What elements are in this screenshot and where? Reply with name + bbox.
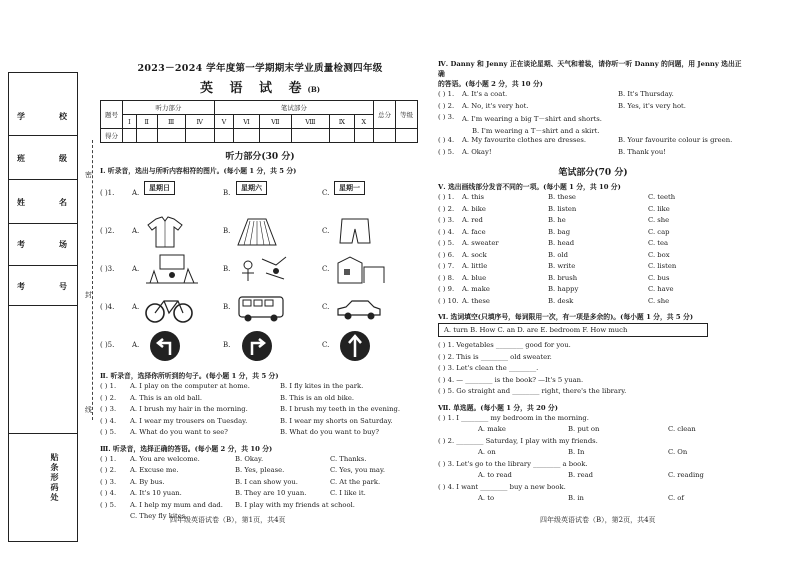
- q6-item: ( ) 4. — ________ is the book? —It's 5 yuan.: [438, 375, 584, 384]
- barcode-label: 贴条形码处: [50, 453, 60, 503]
- calendar-sign-icon: 星期日: [144, 181, 175, 195]
- q2-item: ( ) 4. A. I wear my trousers on Tuesday. B. I wear my shorts on Saturday.: [100, 416, 393, 425]
- q7-heading: Ⅶ. 单选题。(每小题 1 分，共 20 分): [438, 403, 558, 412]
- word-bank: A. turn B. How C. an D. are E. bedroom F. How much: [438, 323, 708, 337]
- q3-item: ( ) 3. A. By bus. B. I can show you. C. At the park.: [100, 477, 381, 486]
- score-table: 题号 听力部分 笔试部分 总分 等级 Ⅰ Ⅱ Ⅲ Ⅳ Ⅴ Ⅵ Ⅶ Ⅷ Ⅸ Ⅹ 得分: [100, 100, 418, 143]
- divider: [9, 179, 77, 180]
- writing-title: 笔试部分(70 分): [558, 168, 628, 178]
- q7-question: ( ) 4. I want ________ buy a new book.: [438, 482, 566, 491]
- seal-char: 线: [85, 406, 92, 414]
- q5-item: ( ) 6. A. sock B. old C. box: [438, 250, 670, 259]
- q4-item: ( ) 4. A. My favourite clothes are dresses. B. Your favourite colour is green.: [438, 136, 733, 144]
- divider: [9, 305, 77, 306]
- car-icon: [334, 291, 384, 325]
- q7-options: A. make B. put on C. clean: [478, 425, 696, 433]
- divider: [9, 265, 77, 266]
- student-info-sidebar: 学 校 班 级 姓 名 考 场 考 号 贴条形码处: [8, 72, 78, 542]
- page-1: [100, 58, 420, 524]
- q6-item: ( ) 2. This is ________ old sweater.: [438, 352, 552, 361]
- q7-question: ( ) 3. Let's go to the library ________ a book.: [438, 459, 588, 468]
- q2-item: ( ) 1. A. I play on the computer at home. B. I fly kites in the park.: [100, 382, 364, 390]
- q3-item: ( ) 1. A. You are welcome. B. Okay. C. Thanks.: [100, 454, 367, 463]
- park-scene-icon: [144, 253, 200, 287]
- divider: [9, 433, 77, 434]
- q7-options: A. to B. in C. of: [478, 494, 684, 502]
- q1-row: ( )4. A. B. C.: [100, 291, 420, 329]
- q3-item: ( ) 2. A. Excuse me. B. Yes, please. C. Yes, you may.: [100, 466, 386, 474]
- bus-icon: [236, 291, 286, 325]
- exam-title: 2023－2024 学年度第一学期期末学业质量检测四年级: [137, 63, 383, 74]
- q3-item: ( ) 4. A. It's 10 yuan. B. They are 10 yuan. C. I like it.: [100, 489, 366, 497]
- q5-item: ( ) 4. A. face B. bag C. cap: [438, 227, 670, 236]
- building-scene-icon: [334, 253, 390, 287]
- q4-item: ( ) 1. A. It's a coat. B. It's Thursday.: [438, 90, 674, 98]
- q5-item: ( ) 7. A. little B. write C. listen: [438, 262, 677, 270]
- shirt-icon: [144, 215, 186, 249]
- shorts-icon: [334, 215, 376, 249]
- bike-icon: [144, 291, 194, 325]
- turn-left-sign-icon: [144, 329, 186, 363]
- q2-item: ( ) 3. A. I brush my hair in the morning. B. I brush my teeth in the evening.: [100, 405, 400, 413]
- q5-item: ( ) 8. A. blue B. brush C. bus: [438, 273, 670, 282]
- page-1-footer: 四年级英语试卷（B），第1页，共4页: [170, 516, 286, 524]
- page-2: [438, 58, 748, 506]
- q5-item: ( ) 5. A. sweater B. head C. tea: [438, 239, 669, 247]
- q3-heading: Ⅲ. 听录音，选择正确的答语。(每小题 2 分，共 10 分): [100, 444, 273, 453]
- q4-item: ( ) 2. A. No, it's very hot. B. Yes, it's very hot.: [438, 101, 686, 110]
- q3-item-extra: C. They fly kites.: [130, 512, 188, 520]
- q4-item-extra: B. I'm wearing a T－shirt and a skirt.: [472, 126, 600, 135]
- q7-options: A. to read B. read C. reading: [478, 471, 704, 479]
- q5-item: ( ) 3. A. red B. he C. she: [438, 216, 670, 224]
- q1-row: ( )5. A. B. C.: [100, 329, 420, 367]
- q5-item: ( ) 2. A. bike B. listen C. like: [438, 204, 670, 213]
- q6-heading: Ⅵ. 选词填空(只填序号，每词限用一次，有一项是多余的)。(每小题 1 分，共 5 分): [438, 313, 694, 321]
- q2-heading: Ⅱ. 听录音，选择你所听到的句子。(每小题 1 分，共 5 分): [100, 372, 279, 380]
- q5-heading: Ⅴ. 选出画线部分发音不同的一项。(每小题 1 分，共 10 分): [438, 183, 621, 191]
- q2-item: ( ) 2. A. This is an old ball. B. This is an old bike.: [100, 393, 355, 402]
- listening-title: 听力部分(30 分): [225, 152, 295, 162]
- q5-item: ( ) 1. A. this B. these C. teeth: [438, 193, 676, 201]
- q4-heading: Ⅳ. Danny 和 Jenny 正在谈论星期、天气和着装，请你听一听 Danny 的问题，用 Jenny 选出正确 的答语。(每小题 2 分，共 10 分): [438, 60, 742, 88]
- turn-right-sign-icon: [236, 329, 278, 363]
- q2-item: ( ) 5. A. What do you want to see? B. What do you want to buy?: [100, 428, 380, 436]
- q5-item: ( ) 10. A. these B. desk C. she: [438, 296, 670, 305]
- q1-row: ( )3. A. B. C.: [100, 253, 420, 291]
- divider: [9, 223, 77, 224]
- go-straight-sign-icon: [334, 329, 376, 363]
- exam-subject: 英 语 试 卷(B): [199, 81, 321, 96]
- seal-char: 密: [85, 171, 92, 179]
- q7-options: A. on B. In C. On: [478, 448, 688, 456]
- calendar-sign-icon: 星期一: [334, 181, 365, 195]
- people-scene-icon: [236, 253, 292, 287]
- q4-item: ( ) 3. A. I'm wearing a big T－shirt and shorts.: [438, 113, 602, 123]
- q3-item: ( ) 5. A. I help my mum and dad. B. I play with my friends at school.: [100, 500, 355, 509]
- q7-question: ( ) 2. ________ Saturday, I play with my friends.: [438, 436, 598, 445]
- q6-item: ( ) 5. Go straight and ________ right, there's the library.: [438, 387, 627, 395]
- seal-char: 封: [85, 291, 92, 299]
- q6-item: ( ) 1. Vegetables ________ good for you.: [438, 341, 571, 349]
- q1-heading: Ⅰ. 听录音，选出与所听内容相符的图片。(每小题 1 分，共 5 分): [100, 167, 297, 175]
- skirt-icon: [236, 215, 278, 249]
- q5-item: ( ) 9. A. make B. happy C. have: [438, 285, 674, 293]
- page-2-footer: 四年级英语试卷（B），第2页，共4页: [540, 516, 656, 524]
- calendar-sign-icon: 星期六: [236, 181, 267, 195]
- q1-row: ( )2. A. B. C.: [100, 215, 420, 253]
- divider: [9, 135, 77, 136]
- q7-question: ( ) 1. I ________ my bedroom in the morning.: [438, 413, 589, 422]
- q4-item: ( ) 5. A. Okay! B. Thank you!: [438, 147, 666, 156]
- q6-item: ( ) 3. Let's clean the ________.: [438, 364, 539, 372]
- q1-row: ( )1. A. 星期日 B. 星期六 C. 星期一: [100, 177, 420, 215]
